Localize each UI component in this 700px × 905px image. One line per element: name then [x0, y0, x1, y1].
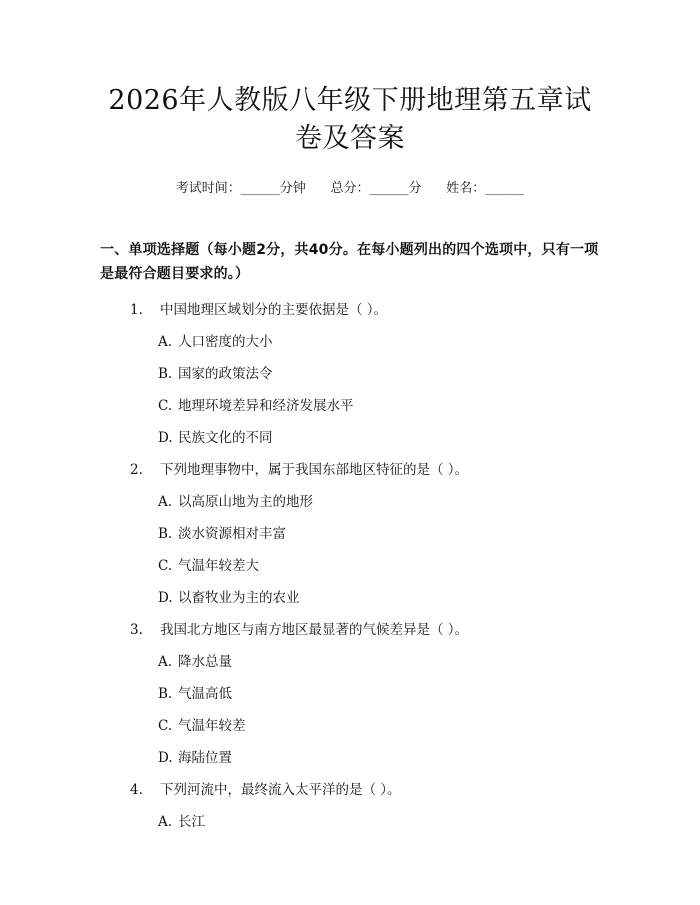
- question-2-option-b: [100, 526, 600, 542]
- question-number: 1.: [130, 302, 143, 318]
- option-letter: A.: [158, 334, 173, 350]
- question-number: 3.: [130, 622, 143, 638]
- option-letter: D.: [158, 750, 173, 766]
- option-letter: B.: [158, 366, 173, 382]
- option-text: 人口密度的大小: [178, 334, 273, 350]
- option-text: 气温年较差: [178, 718, 246, 734]
- section-heading: 一、单项选择题（每小题2分，共40分。在每小题列出的四个选项中，只有一项是最符合题目要求的。）: [100, 242, 599, 282]
- option-letter: D.: [158, 590, 173, 606]
- question-1-option-b: [100, 366, 600, 382]
- option-letter: B.: [158, 686, 173, 702]
- option-text: 气温高低: [178, 686, 232, 702]
- option-letter: C.: [158, 398, 173, 414]
- option-text: 气温年较差大: [178, 558, 259, 574]
- question-list: [100, 302, 600, 830]
- option-text: 长江: [178, 814, 205, 830]
- option-text: 降水总量: [178, 654, 232, 670]
- question-3-option-b: [100, 686, 600, 702]
- question-2: [100, 462, 600, 478]
- option-text: 国家的政策法令: [178, 366, 273, 382]
- question-text: 下列地理事物中，属于我国东部地区特征的是（ ）。: [160, 462, 469, 478]
- option-letter: A.: [158, 654, 173, 670]
- question-1-option-a: [100, 334, 600, 350]
- question-number: 2.: [130, 462, 143, 478]
- question-3-option-c: [100, 718, 600, 734]
- question-4: [100, 782, 600, 798]
- option-letter: A.: [158, 494, 173, 510]
- question-2-option-d: [100, 590, 600, 606]
- option-text: 海陆位置: [178, 750, 232, 766]
- option-letter: C.: [158, 718, 173, 734]
- option-text: 以畜牧业为主的农业: [178, 590, 300, 606]
- question-3-option-a: [100, 654, 600, 670]
- question-1-option-c: [100, 398, 600, 414]
- question-text: 下列河流中，最终流入太平洋的是（ ）。: [160, 782, 401, 798]
- question-number: 4.: [130, 782, 143, 798]
- question-3-option-d: [100, 750, 600, 766]
- exam-meta-line: 考试时间：______分钟 总分：______分 姓名：______: [175, 181, 525, 196]
- exam-title: 2026年人教版八年级下册地理第五章试卷及答案: [108, 85, 592, 154]
- question-2-option-c: [100, 558, 600, 574]
- question-3: [100, 622, 600, 638]
- option-text: 淡水资源相对丰富: [178, 526, 286, 542]
- question-text: 我国北方地区与南方地区最显著的气候差异是（ ）。: [160, 622, 469, 638]
- option-letter: C.: [158, 558, 173, 574]
- option-letter: B.: [158, 526, 173, 542]
- question-4-option-a: [100, 814, 600, 830]
- option-text: 以高原山地为主的地形: [178, 494, 313, 510]
- question-1: [100, 302, 600, 318]
- question-2-option-a: [100, 494, 600, 510]
- option-text: 民族文化的不同: [178, 430, 273, 446]
- question-1-option-d: [100, 430, 600, 446]
- option-letter: D.: [158, 430, 173, 446]
- option-letter: A.: [158, 814, 173, 830]
- question-text: 中国地理区域划分的主要依据是（ ）。: [160, 302, 388, 318]
- option-text: 地理环境差异和经济发展水平: [178, 398, 354, 414]
